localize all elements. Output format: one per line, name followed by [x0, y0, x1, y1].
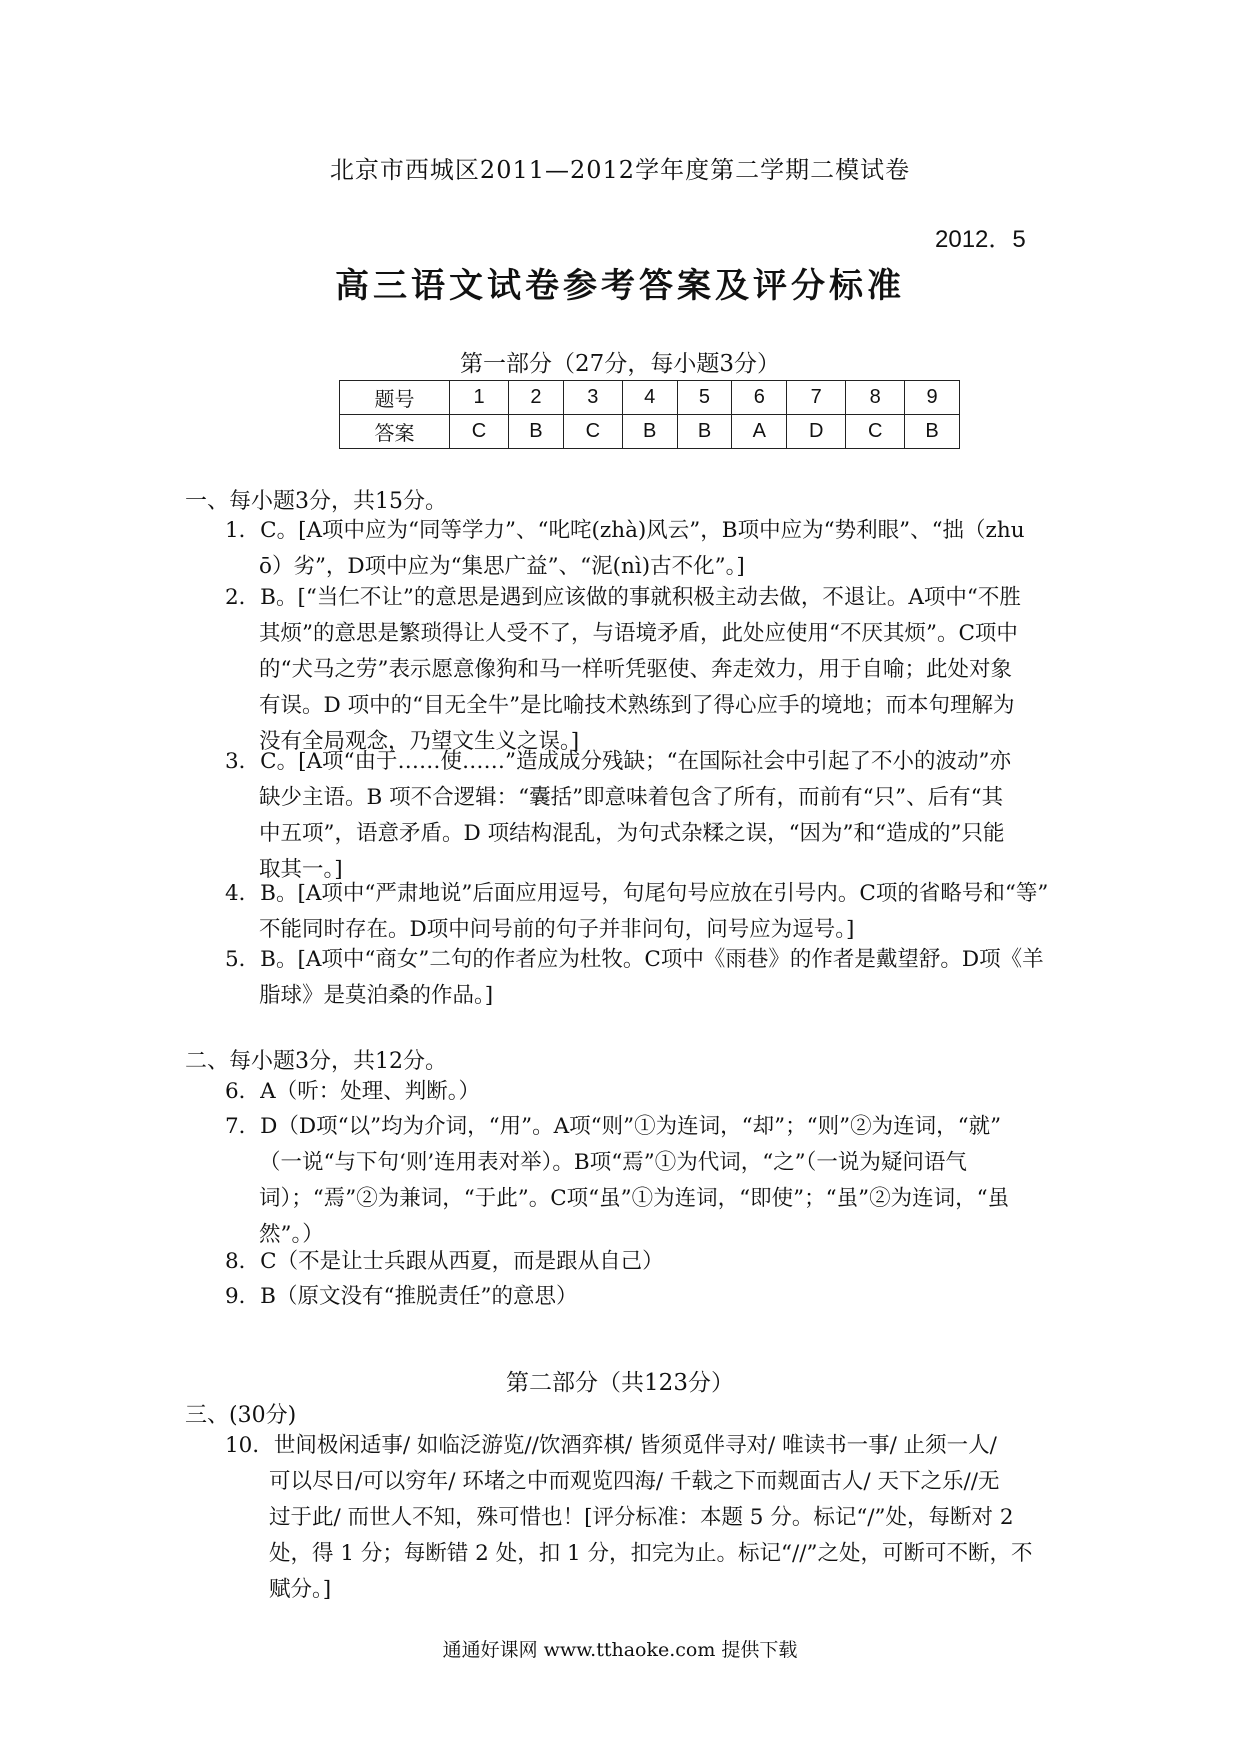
- question-number-row: [340, 381, 960, 415]
- answer-line: 7．D（D项“以”均为介词，“用”。A项“则”①为连词，“却”；“则”②为连词，“就”: [225, 1114, 1002, 1139]
- answer-line: 可以尽日/可以穷年/ 环堵之中而观览四海/ 千载之下而觌面古人/ 天下之乐//无: [269, 1469, 1000, 1494]
- question-number: 3: [563, 381, 622, 415]
- answer-line: 10．世间极闲适事/ 如临泛游览//饮酒弈棋/ 皆须觅伴寻对/ 唯读书一事/ 止须一人/: [225, 1433, 997, 1458]
- answer-line: 取其一。]: [259, 857, 343, 882]
- answer-item: [225, 744, 1060, 888]
- answer-cell: C: [450, 415, 509, 449]
- answer-line: 词）；“焉”②为兼词，“于此”。C项“虽”①为连词，“即使”；“虽”②为连词，“虽: [259, 1186, 1010, 1211]
- answer-cell: C: [846, 415, 905, 449]
- answer-line: 然”。）: [259, 1222, 324, 1247]
- answer-line: 有误。D 项中的“目无全牛”是比喻技术熟练到了得心应手的境地；而本句理解为: [259, 693, 1015, 718]
- answer-table: [339, 380, 960, 449]
- answer-line: ō）劣”，D项中应为“集思广益”、“泥(nì)古不化”。]: [259, 554, 745, 579]
- answer-cell: D: [787, 415, 846, 449]
- question-number: 7: [787, 381, 846, 415]
- answer-row: [340, 415, 960, 449]
- answer-line: 脂球》是莫泊桑的作品。]: [259, 983, 494, 1008]
- answer-item: [225, 1244, 1060, 1280]
- answer-item: [225, 513, 1060, 585]
- answer-line: 其烦”的意思是繁琐得让人受不了，与语境矛盾，此处应使用“不厌其烦”。C项中: [259, 621, 1018, 646]
- answer-line: 没有全局观念，乃望文生义之误。]: [259, 729, 580, 754]
- exam-header-title: 北京市西城区2011—2012学年度第二学期二模试卷: [329, 156, 911, 184]
- answer-line: 赋分。]: [269, 1577, 332, 1602]
- answer-cell: C: [563, 415, 622, 449]
- question-number: 4: [622, 381, 677, 415]
- row-label-answer: 答案: [340, 415, 450, 449]
- section-heading: 一、每小题3分，共15分。: [185, 489, 447, 514]
- question-number: 9: [905, 381, 960, 415]
- answer-item: [225, 1428, 1060, 1608]
- answer-line: 中五项”，语意矛盾。D 项结构混乱，为句式杂糅之误，“因为”和“造成的”只能: [259, 821, 1005, 846]
- section-heading: 二、每小题3分，共12分。: [185, 1049, 447, 1074]
- answer-line: 3．C。[A项“由于……使……”造成成分残缺；“在国际社会中引起了不小的波动”亦: [225, 749, 1012, 774]
- answer-cell: B: [905, 415, 960, 449]
- footer-download-note: 通通好课网 www.tthaoke.com 提供下载: [442, 1639, 798, 1661]
- answer-item: [225, 1109, 1060, 1253]
- row-label-number: 题号: [340, 381, 450, 415]
- answer-line: 不能同时存在。D项中问号前的句子并非问句，问号应为逗号。]: [259, 917, 855, 942]
- answer-line: 过于此/ 而世人不知，殊可惜也！[评分标准：本题 5 分。标记“/”处，每断对 2: [269, 1505, 1014, 1530]
- answer-cell: B: [622, 415, 677, 449]
- answer-item: [225, 1074, 1060, 1110]
- question-number: 6: [732, 381, 787, 415]
- answer-line: 4．B。[A项中“严肃地说”后面应用逗号，句尾句号应放在引号内。C项的省略号和“等”: [225, 881, 1049, 906]
- question-number: 5: [677, 381, 732, 415]
- answer-item: [225, 942, 1060, 1014]
- answer-cell: B: [677, 415, 732, 449]
- exam-date: 2012．5: [935, 226, 1026, 253]
- answer-line: 1．C。[A项中应为“同等学力”、“叱咤(zhà)风云”，B项中应为“势利眼”、“拙（zhu: [225, 518, 1025, 543]
- answer-line: 的“犬马之劳”表示愿意像狗和马一样听凭驱使、奔走效力，用于自喻；此处对象: [259, 657, 1012, 682]
- answer-line: （一说“与下句‘则’连用表对举）。B项“焉”①为代词，“之”（一说为疑问语气: [259, 1150, 967, 1175]
- answer-item: [225, 876, 1060, 948]
- answer-cell: B: [509, 415, 564, 449]
- answer-item: [225, 1279, 1060, 1315]
- part1-caption: 第一部分（27分，每小题3分）: [460, 351, 780, 377]
- answer-line: 9．B（原文没有“推脱责任”的意思）: [225, 1284, 578, 1309]
- answer-line: 6．A（听：处理、判断。）: [225, 1079, 480, 1104]
- answer-line: 8．C（不是让士兵跟从西夏，而是跟从自己）: [225, 1249, 664, 1274]
- question-number: 8: [846, 381, 905, 415]
- answer-item: [225, 580, 1060, 760]
- question-number: 2: [509, 381, 564, 415]
- answer-cell: A: [732, 415, 787, 449]
- answer-line: 处，得 1 分；每断错 2 处，扣 1 分，扣完为止。标记“//”之处，可断可不断，不: [269, 1541, 1033, 1566]
- question-number: 1: [450, 381, 509, 415]
- section-heading: 三、(30分): [185, 1403, 297, 1428]
- document-main-title: 高三语文试卷参考答案及评分标准: [335, 266, 905, 306]
- part2-heading: 第二部分（共123分）: [506, 1370, 734, 1396]
- answer-line: 5．B。[A项中“商女”二句的作者应为杜牧。C项中《雨巷》的作者是戴望舒。D项《羊: [225, 947, 1044, 972]
- answer-line: 缺少主语。B 项不合逻辑：“囊括”即意味着包含了所有，而前有“只”、后有“其: [259, 785, 1004, 810]
- answer-line: 2．B。[“当仁不让”的意思是遇到应该做的事就积极主动去做，不退让。A项中“不胜: [225, 585, 1021, 610]
